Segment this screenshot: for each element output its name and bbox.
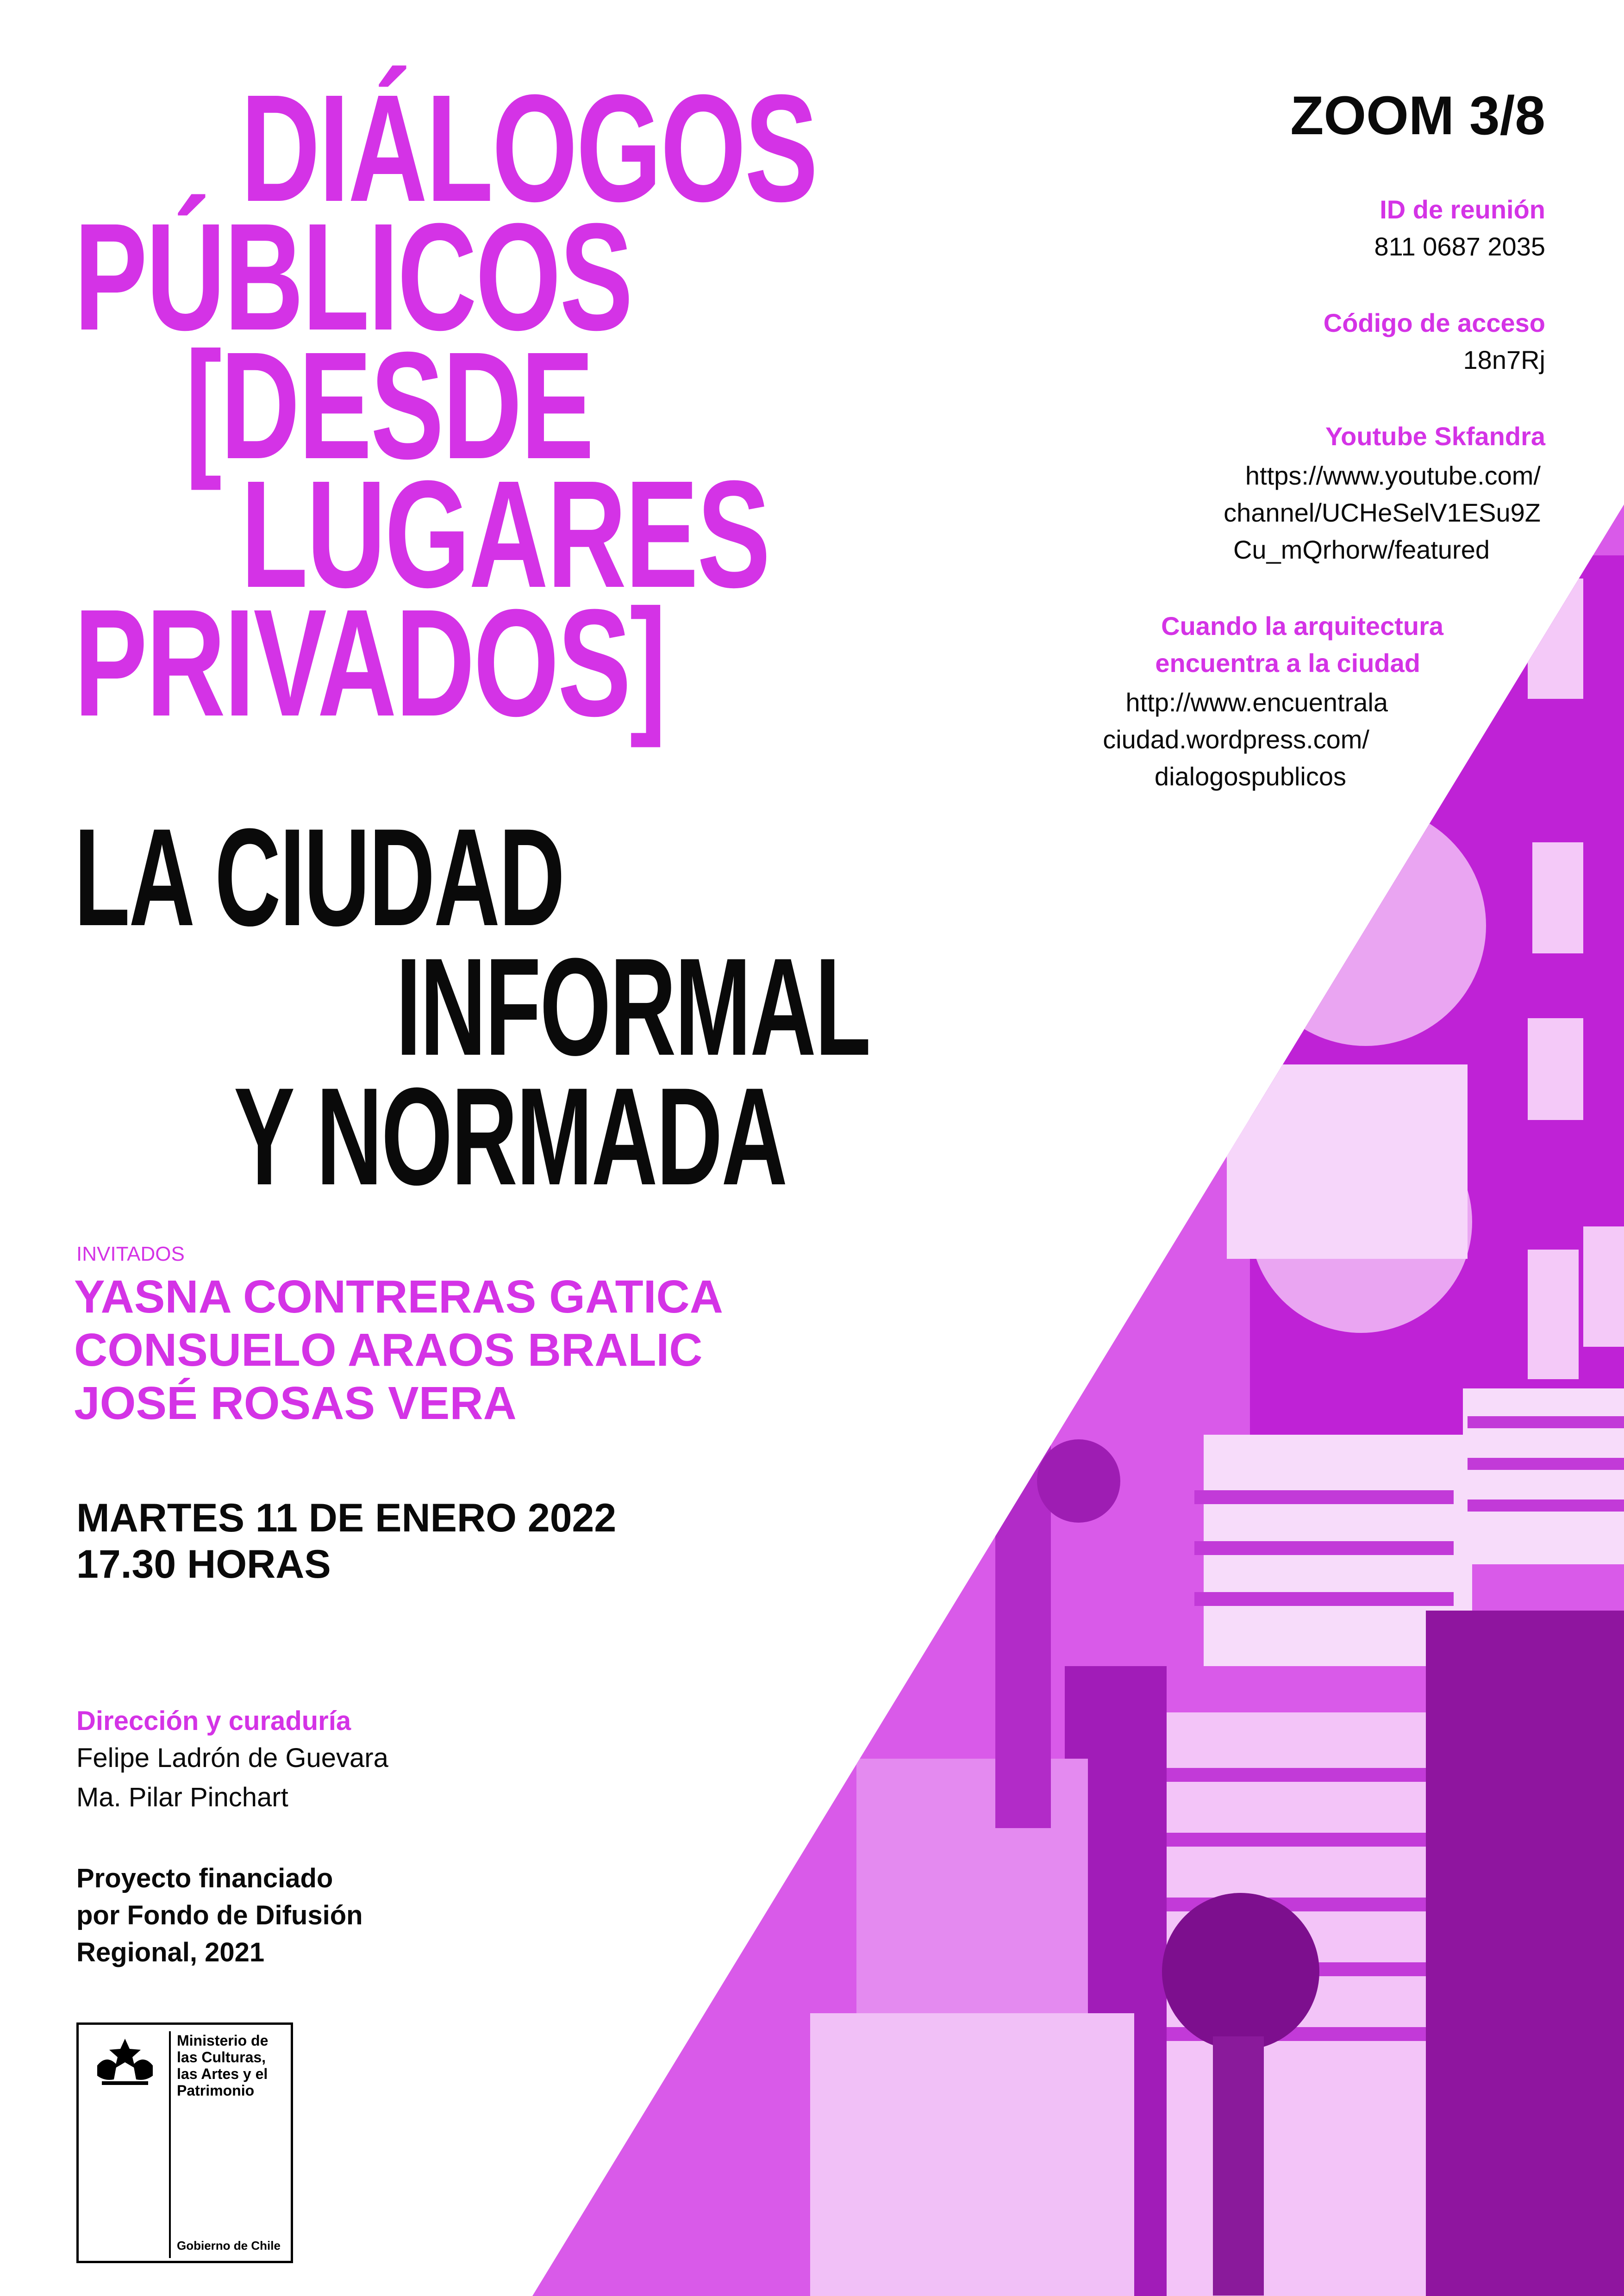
access-code-label: Código de acceso — [1323, 308, 1545, 337]
guests-label: INVITADOS — [76, 1243, 185, 1265]
funding-line-2: por Fondo de Difusión — [76, 1900, 363, 1930]
youtube-url-line-1[interactable]: https://www.youtube.com/ — [1245, 461, 1541, 490]
title-line-3: [DESDE — [185, 320, 593, 491]
logo-divider — [169, 2031, 171, 2258]
ministry-logo — [76, 2022, 293, 2263]
ministry-name-line-2: las Culturas, — [177, 2049, 266, 2066]
subtitle-line-1: LA CIUDAD — [74, 799, 564, 955]
meeting-id-label: ID de reunión — [1380, 195, 1545, 224]
title-line-2: PÚBLICOS — [74, 191, 632, 362]
youtube-url-line-2[interactable]: channel/UCHeSelV1ESu9Z — [1224, 498, 1541, 527]
director-name-1: Felipe Ladrón de Guevara — [76, 1743, 388, 1773]
title-line-5: PRIVADOS] — [74, 577, 665, 748]
funding-line-1: Proyecto financiado — [76, 1863, 333, 1893]
government-label: Gobierno de Chile — [177, 2239, 281, 2252]
title-line-4: LUGARES — [241, 448, 769, 619]
ministry-name-line-4: Patrimonio — [177, 2082, 255, 2099]
event-time: 17.30 HORAS — [76, 1542, 331, 1587]
direction-label: Dirección y curaduría — [76, 1706, 351, 1736]
youtube-url-line-3[interactable]: Cu_mQrhorw/featured — [1233, 535, 1490, 564]
guest-name-2: CONSUELO ARAOS BRALIC — [74, 1324, 703, 1376]
director-name-2: Ma. Pilar Pinchart — [76, 1782, 288, 1812]
guest-name-3: JOSÉ ROSAS VERA — [74, 1377, 517, 1429]
website-url-line-2[interactable]: ciudad.wordpress.com/ — [1103, 725, 1369, 754]
ministry-name-line-3: las Artes y el — [177, 2066, 268, 2082]
access-code-value: 18n7Rj — [1463, 345, 1545, 374]
event-date: MARTES 11 DE ENERO 2022 — [76, 1496, 617, 1540]
coat-of-arms-icon — [88, 2033, 162, 2089]
zoom-label: ZOOM 3/8 — [1290, 85, 1545, 146]
funding-line-3: Regional, 2021 — [76, 1937, 265, 1967]
subtitle-line-3: Y NORMADA — [234, 1058, 787, 1214]
ministry-name-line-1: Ministerio de — [177, 2032, 269, 2049]
website-url-line-1[interactable]: http://www.encuentrala — [1125, 688, 1388, 717]
meeting-id-value: 811 0687 2035 — [1374, 232, 1545, 261]
title-line-1: DIÁLOGOS — [241, 62, 817, 233]
subtitle-line-2: INFORMAL — [396, 929, 870, 1084]
website-label-line-1: Cuando la arquitectura — [1161, 611, 1443, 641]
guest-name-1: YASNA CONTRERAS GATICA — [74, 1271, 723, 1323]
website-label-line-2: encuentra a la ciudad — [1155, 648, 1420, 678]
youtube-label: Youtube Skfandra — [1325, 422, 1545, 451]
website-url-line-3[interactable]: dialogospublicos — [1154, 762, 1346, 791]
